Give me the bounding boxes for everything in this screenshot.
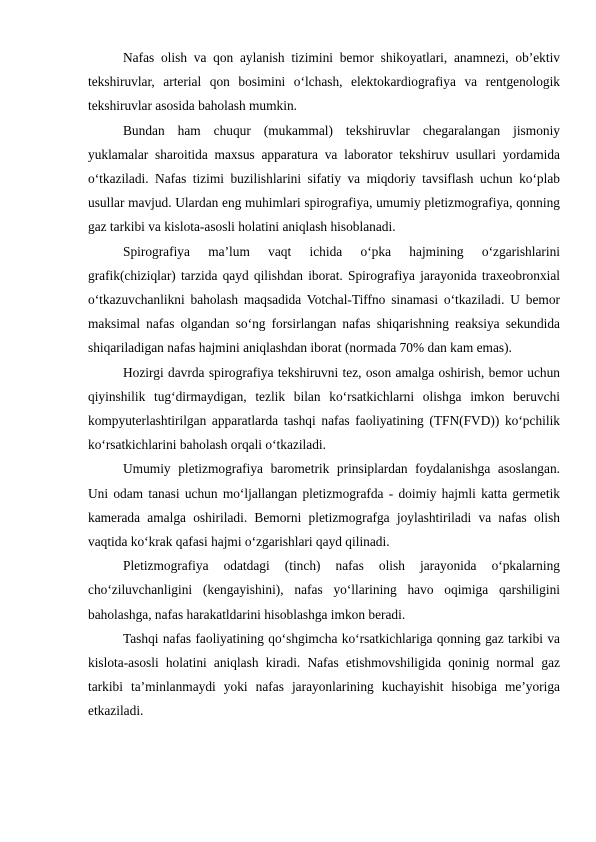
paragraph-6: Pletizmografiya odatdagi (tinch) nafas olish jarayonida o‘pkalarning cho‘ziluvchanligini (kengayishini), nafas yo‘llarining havo oqimiga qarshiligini baholashga, nafas harakatldarini hisoblashga imkon beradi. <box>88 558 560 622</box>
paragraph-2: Bundan ham chuqur (mukammal) tekshiruvlar chegaralangan jismoniy yuklamalar sharoitida maxsus apparatura va laborator tekshiruv usullari yordamida o‘tkaziladi. Nafas tizimi buzilishlarini sifatiy va miqdoriy tavsiflash uchun ko‘plab usullar mavjud. Ulardan eng muhimlari spirografiya, umumiy pletizmografiya, qonning gaz tarkibi va kislota-asosli holatini aniqlash hisoblanadi. <box>88 122 560 235</box>
paragraph-1: Nafas olish va qon aylanish tizimini bemor shikoyatlari, anamnezi, ob’ektiv tekshiruvlar, arterial qon bosimini o‘lchash, elektokardiografiya va rentgenologik tekshiruvlar asosida baholash mumkin. <box>88 50 560 114</box>
paragraph-4: Hozirgi davrda spirografiya tekshiruvni tez, oson amalga oshirish, bemor uchun qiyinshilik tug‘dirmaydigan, tezlik bilan ko‘rsatkichlarni olishga imkon beruvchi kompyuterlashtirilgan apparatlarda tashqi nafas faoliyatining (TFN(FVD)) ko‘pchilik ko‘rsatkichlarini baholash orqali o‘tkaziladi. <box>88 364 560 453</box>
paragraph-7: Tashqi nafas faoliyatining qo‘shgimcha ko‘rsatkichlariga qonning gaz tarkibi va kislota-asosli holatini aniqlash kiradi. Nafas etishmovshiligida qoninig normal gaz tarkibi ta’minlanmaydi yoki nafas jarayonlarining kuchayishit hisobiga me’yoriga etkaziladi. <box>88 630 560 719</box>
body-text <box>88 46 560 724</box>
paragraph-5: Umumiy pletizmografiya barometrik prinsiplardan foydalanishga asoslangan. Uni odam tanasi uchun mo‘ljallangan pletizmografda - doimiy hajmli katta germetik kamerada amalga oshiriladi. Bemorni pletizmografga joylashtiriladi va nafas olish vaqtida ko‘krak qafasi hajmi o‘zgarishlari qayd qilinadi. <box>88 461 560 550</box>
paragraph-3: Spirografiya ma’lum vaqt ichida o‘pka hajmining o‘zgarishlarini grafik(chiziqlar) tarzida qayd qilishdan iborat. Spirografiya jarayonida traxeobronxial o‘tkazuvchanlikni baholash maqsadida Votchal-Tiffno sinamasi o‘tkaziladi. U bemor maksimal nafas olgandan so‘ng forsirlangan nafas shiqarishning reaksiya sekundida shiqariladigan nafas hajmini aniqlashdan iborat (normada 70% dan kam emas). <box>88 243 560 356</box>
